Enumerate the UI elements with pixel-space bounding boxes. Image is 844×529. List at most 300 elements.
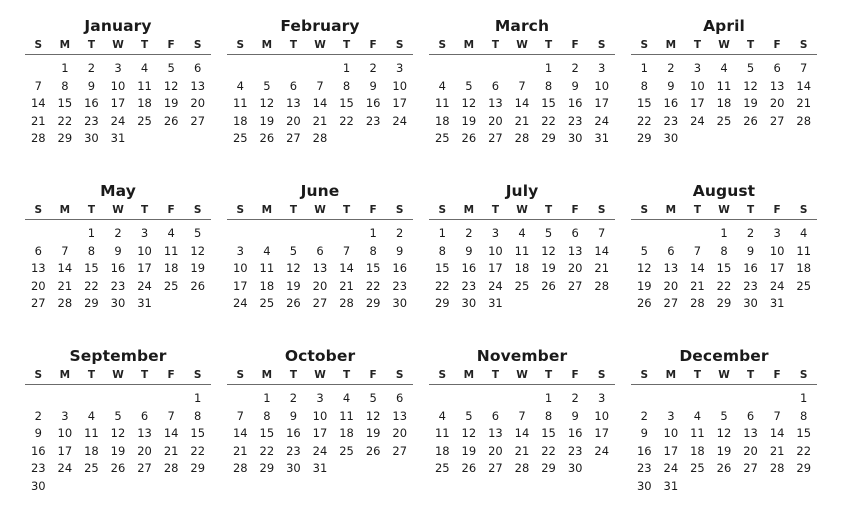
- weekday-header: F: [167, 369, 175, 381]
- day-cell: 12: [365, 408, 381, 423]
- weekday-header: W: [112, 39, 124, 51]
- weekday-header-row: [631, 202, 817, 220]
- month-october: [227, 345, 413, 510]
- day-cell: 19: [461, 443, 477, 458]
- day-cell: 22: [716, 278, 732, 293]
- weekday-header: S: [799, 369, 808, 381]
- day-cell: 15: [190, 426, 206, 441]
- day-cell: 24: [769, 278, 785, 293]
- day-cell: 16: [461, 261, 477, 276]
- day-cell: 15: [84, 261, 99, 276]
- day-cell: 25: [84, 461, 99, 476]
- day-cell: 5: [289, 243, 298, 258]
- day-cell: 15: [434, 261, 450, 276]
- day-cell: 5: [465, 408, 473, 423]
- day-cell: 28: [312, 131, 328, 146]
- day-cell: 27: [743, 461, 758, 476]
- day-cell: 4: [518, 226, 526, 240]
- day-cell: 23: [567, 443, 583, 458]
- weekday-header: T: [693, 39, 701, 51]
- day-cell: 8: [194, 408, 202, 423]
- day-cell: 26: [461, 131, 477, 146]
- day-cell: 3: [114, 61, 122, 75]
- day-cell: 1: [342, 61, 351, 75]
- day-cell: 17: [312, 426, 328, 441]
- day-cell: 8: [640, 78, 648, 93]
- day-cell: 8: [720, 243, 728, 258]
- day-cell: 7: [167, 408, 175, 423]
- day-cell: 1: [544, 391, 553, 405]
- day-cell: 29: [541, 131, 556, 146]
- day-cell: 8: [544, 78, 553, 93]
- day-cell: 24: [594, 113, 610, 128]
- day-cell: 26: [743, 113, 758, 128]
- day-cell: 11: [690, 426, 705, 441]
- day-cell: 7: [342, 243, 351, 258]
- day-cell: 4: [342, 391, 351, 405]
- day-cell: 6: [289, 78, 298, 93]
- day-cell: 17: [488, 261, 503, 276]
- weekday-header-row: [429, 367, 615, 385]
- day-cell: 29: [716, 296, 732, 311]
- day-cell: 16: [663, 96, 679, 111]
- day-cell: 12: [163, 78, 179, 93]
- day-cell: 26: [110, 461, 126, 476]
- day-cell: 23: [636, 461, 652, 476]
- day-cell: 4: [263, 243, 271, 258]
- day-cell: 7: [518, 78, 526, 93]
- day-cell: 21: [514, 443, 530, 458]
- month-title: December: [679, 347, 769, 365]
- day-cell: 31: [769, 296, 785, 311]
- day-cell: 10: [594, 408, 610, 423]
- day-cell: 31: [663, 478, 679, 493]
- day-cell: 21: [312, 113, 328, 128]
- day-cell: 12: [190, 243, 206, 258]
- day-cell: 28: [30, 131, 46, 146]
- weekday-header: S: [395, 204, 404, 216]
- day-cell: 5: [640, 243, 648, 258]
- weekday-header: M: [261, 39, 273, 51]
- day-cell: 2: [640, 408, 648, 423]
- day-cell: 22: [541, 113, 556, 128]
- day-cell: 13: [769, 78, 785, 93]
- day-cell: 1: [61, 61, 69, 75]
- weekday-header: W: [718, 369, 730, 381]
- day-cell: 25: [514, 278, 530, 293]
- day-cell: 25: [434, 461, 450, 476]
- weekday-header: T: [746, 369, 755, 381]
- weekday-header: T: [544, 369, 553, 381]
- day-cell: 8: [342, 78, 351, 93]
- day-cell: 6: [34, 243, 42, 258]
- day-cell: 11: [232, 96, 248, 111]
- day-cell: 8: [438, 243, 446, 258]
- month-february: [227, 15, 413, 180]
- day-cell: 24: [312, 443, 328, 458]
- day-cell: 10: [690, 78, 705, 93]
- day-cell: 8: [800, 408, 808, 423]
- day-cell: 21: [796, 96, 812, 111]
- day-cell: 22: [84, 278, 99, 293]
- day-cell: 12: [716, 426, 732, 441]
- day-cell: 8: [369, 243, 377, 258]
- weekday-header-row: [25, 202, 211, 220]
- month-march: [429, 15, 615, 180]
- day-cell: 26: [259, 131, 275, 146]
- day-cell: 29: [541, 461, 556, 476]
- day-grid: [631, 60, 817, 148]
- day-cell: 14: [163, 426, 179, 441]
- weekday-header-row: [429, 37, 615, 55]
- month-january: [25, 15, 211, 180]
- day-cell: 21: [57, 278, 73, 293]
- day-cell: 25: [716, 113, 732, 128]
- day-cell: 16: [567, 96, 583, 111]
- weekday-header: M: [665, 204, 677, 216]
- day-cell: 18: [232, 113, 248, 128]
- day-cell: 4: [800, 226, 808, 240]
- day-cell: 26: [461, 461, 477, 476]
- day-cell: 12: [461, 96, 477, 111]
- day-cell: 8: [263, 408, 271, 423]
- weekday-header: S: [799, 39, 808, 51]
- day-grid: [429, 60, 615, 148]
- weekday-header: S: [799, 204, 808, 216]
- day-cell: 12: [259, 96, 275, 111]
- weekday-header: M: [463, 39, 475, 51]
- day-cell: 2: [289, 391, 298, 405]
- day-cell: 19: [541, 261, 556, 276]
- day-cell: 1: [640, 61, 648, 75]
- day-cell: 23: [663, 113, 679, 128]
- weekday-header: S: [395, 369, 404, 381]
- day-cell: 17: [690, 96, 705, 111]
- day-cell: 31: [312, 461, 328, 476]
- day-cell: 23: [743, 278, 758, 293]
- day-cell: 29: [84, 296, 99, 311]
- day-cell: 12: [541, 243, 556, 258]
- day-cell: 11: [796, 243, 812, 258]
- month-title: November: [476, 347, 568, 365]
- day-cell: 1: [87, 226, 96, 240]
- day-cell: 9: [87, 78, 96, 93]
- day-cell: 9: [746, 243, 755, 258]
- day-cell: 15: [339, 96, 354, 111]
- day-cell: 12: [110, 426, 126, 441]
- weekday-header: M: [665, 39, 677, 51]
- weekday-header: S: [395, 39, 404, 51]
- day-cell: 7: [61, 243, 69, 258]
- month-title: July: [505, 182, 539, 200]
- day-cell: 20: [663, 278, 679, 293]
- day-cell: 20: [392, 426, 408, 441]
- month-title: June: [300, 182, 340, 200]
- weekday-header: W: [718, 204, 730, 216]
- day-cell: 28: [594, 278, 610, 293]
- month-april: [631, 15, 817, 180]
- day-cell: 18: [434, 113, 450, 128]
- day-cell: 15: [541, 96, 556, 111]
- day-cell: 13: [488, 96, 503, 111]
- month-june: [227, 180, 413, 345]
- weekday-header: F: [369, 369, 377, 381]
- day-cell: 28: [796, 113, 812, 128]
- day-cell: 4: [438, 408, 446, 423]
- day-cell: 11: [434, 96, 450, 111]
- day-cell: 5: [465, 78, 473, 93]
- day-cell: 24: [690, 113, 705, 128]
- day-cell: 18: [514, 261, 530, 276]
- weekday-header-row: [631, 37, 817, 55]
- day-cell: 19: [365, 426, 381, 441]
- day-cell: 1: [263, 391, 271, 405]
- day-cell: 15: [259, 426, 275, 441]
- day-cell: 6: [140, 408, 149, 423]
- day-cell: 13: [663, 261, 679, 276]
- day-cell: 14: [796, 78, 812, 93]
- day-cell: 19: [716, 443, 732, 458]
- day-cell: 15: [716, 261, 732, 276]
- day-cell: 5: [167, 61, 175, 75]
- month-title: April: [703, 17, 745, 35]
- day-cell: 26: [365, 443, 381, 458]
- weekday-header: T: [491, 369, 499, 381]
- day-cell: 18: [434, 443, 450, 458]
- day-cell: 17: [392, 96, 408, 111]
- day-cell: 16: [392, 261, 408, 276]
- day-cell: 21: [594, 261, 610, 276]
- day-cell: 22: [434, 278, 450, 293]
- day-cell: 16: [743, 261, 758, 276]
- day-cell: 21: [514, 113, 530, 128]
- day-cell: 5: [114, 408, 122, 423]
- day-cell: 18: [690, 443, 705, 458]
- weekday-header: T: [746, 204, 755, 216]
- weekday-header: F: [167, 39, 175, 51]
- weekday-header-row: [227, 202, 413, 220]
- day-cell: 26: [636, 296, 652, 311]
- day-cell: 28: [232, 461, 248, 476]
- day-cell: 20: [743, 443, 758, 458]
- month-december: [631, 345, 817, 510]
- day-cell: 18: [339, 426, 354, 441]
- weekday-header: M: [59, 369, 71, 381]
- day-grid: [429, 225, 615, 313]
- day-cell: 21: [339, 278, 354, 293]
- day-cell: 14: [30, 96, 46, 111]
- weekday-header: S: [236, 39, 245, 51]
- day-cell: 8: [544, 408, 553, 423]
- day-cell: 27: [286, 131, 301, 146]
- day-cell: 17: [594, 426, 610, 441]
- day-cell: 3: [140, 226, 149, 240]
- day-cell: 26: [286, 296, 301, 311]
- day-cell: 7: [693, 243, 702, 258]
- day-cell: 7: [773, 408, 781, 423]
- day-cell: 16: [636, 443, 652, 458]
- weekday-header: T: [289, 204, 297, 216]
- day-cell: 25: [232, 131, 248, 146]
- day-cell: 26: [541, 278, 556, 293]
- day-cell: 10: [110, 78, 126, 93]
- day-cell: 1: [800, 391, 808, 405]
- weekday-header: S: [438, 369, 447, 381]
- day-cell: 16: [365, 96, 381, 111]
- weekday-header: S: [640, 39, 649, 51]
- day-cell: 27: [312, 296, 328, 311]
- day-cell: 17: [110, 96, 126, 111]
- weekday-header: W: [112, 204, 124, 216]
- day-cell: 28: [514, 131, 530, 146]
- day-cell: 20: [488, 443, 503, 458]
- day-cell: 30: [743, 296, 758, 311]
- day-cell: 9: [396, 243, 404, 258]
- day-cell: 20: [567, 261, 583, 276]
- weekday-header: M: [59, 39, 71, 51]
- day-cell: 12: [743, 78, 758, 93]
- day-cell: 16: [84, 96, 99, 111]
- day-cell: 20: [312, 278, 328, 293]
- day-cell: 17: [594, 96, 610, 111]
- day-cell: 3: [316, 391, 324, 405]
- day-cell: 13: [392, 408, 408, 423]
- weekday-header: T: [289, 39, 297, 51]
- day-cell: 25: [259, 296, 275, 311]
- weekday-header: S: [597, 39, 606, 51]
- day-cell: 27: [30, 296, 46, 311]
- day-cell: 4: [140, 61, 149, 75]
- day-cell: 24: [57, 461, 73, 476]
- day-cell: 10: [594, 78, 610, 93]
- day-cell: 13: [30, 261, 46, 276]
- day-cell: 27: [488, 131, 503, 146]
- day-cell: 22: [365, 278, 381, 293]
- day-cell: 9: [667, 78, 675, 93]
- weekday-header-row: [25, 367, 211, 385]
- day-cell: 2: [571, 391, 579, 405]
- weekday-header: F: [369, 204, 377, 216]
- day-cell: 25: [339, 443, 354, 458]
- weekday-header-row: [429, 202, 615, 220]
- day-cell: 4: [693, 408, 702, 423]
- day-cell: 7: [236, 408, 244, 423]
- day-cell: 24: [488, 278, 503, 293]
- month-title: September: [69, 347, 167, 365]
- day-grid: [25, 60, 211, 148]
- day-grid: [25, 390, 211, 496]
- day-cell: 2: [87, 61, 96, 75]
- day-cell: 29: [57, 131, 73, 146]
- day-cell: 28: [163, 461, 179, 476]
- day-cell: 22: [541, 443, 556, 458]
- day-cell: 27: [392, 443, 408, 458]
- day-cell: 14: [514, 96, 530, 111]
- weekday-header: M: [463, 369, 475, 381]
- day-cell: 4: [438, 78, 446, 93]
- day-cell: 1: [438, 226, 446, 240]
- weekday-header: T: [140, 39, 149, 51]
- day-cell: 15: [796, 426, 812, 441]
- month-may: [25, 180, 211, 345]
- weekday-header: T: [491, 204, 499, 216]
- day-cell: 29: [796, 461, 812, 476]
- day-cell: 14: [339, 261, 354, 276]
- day-cell: 10: [232, 261, 248, 276]
- day-cell: 29: [434, 296, 450, 311]
- day-cell: 26: [163, 113, 179, 128]
- day-cell: 13: [190, 78, 206, 93]
- day-cell: 3: [693, 61, 702, 75]
- month-november: [429, 345, 615, 510]
- day-cell: 30: [392, 296, 408, 311]
- month-title: February: [280, 17, 360, 35]
- day-cell: 2: [746, 226, 755, 240]
- day-cell: 29: [190, 461, 206, 476]
- day-grid: [429, 390, 615, 478]
- day-cell: 27: [137, 461, 152, 476]
- weekday-header: S: [236, 204, 245, 216]
- weekday-header: T: [87, 204, 95, 216]
- day-cell: 6: [194, 61, 202, 75]
- day-cell: 15: [57, 96, 73, 111]
- month-july: [429, 180, 615, 345]
- day-cell: 20: [488, 113, 503, 128]
- month-title: October: [284, 347, 356, 365]
- weekday-header: S: [34, 204, 43, 216]
- day-cell: 22: [259, 443, 275, 458]
- day-cell: 11: [339, 408, 354, 423]
- day-cell: 24: [137, 278, 152, 293]
- day-cell: 8: [61, 78, 69, 93]
- weekday-header: S: [34, 369, 43, 381]
- day-cell: 22: [57, 113, 73, 128]
- weekday-header: M: [665, 369, 677, 381]
- weekday-header: T: [746, 39, 755, 51]
- day-cell: 18: [84, 443, 99, 458]
- month-title: January: [84, 17, 152, 35]
- day-cell: 21: [232, 443, 248, 458]
- day-cell: 16: [286, 426, 301, 441]
- day-cell: 9: [571, 78, 579, 93]
- weekday-header: T: [87, 39, 95, 51]
- day-cell: 14: [690, 261, 705, 276]
- day-cell: 19: [163, 96, 179, 111]
- day-cell: 25: [137, 113, 152, 128]
- day-cell: 17: [663, 443, 679, 458]
- day-cell: 23: [84, 113, 99, 128]
- day-cell: 10: [392, 78, 408, 93]
- day-cell: 26: [716, 461, 732, 476]
- weekday-header: T: [87, 369, 95, 381]
- day-cell: 23: [365, 113, 381, 128]
- day-cell: 17: [232, 278, 248, 293]
- day-cell: 27: [769, 113, 785, 128]
- year-calendar: [25, 15, 825, 525]
- day-cell: 11: [137, 78, 152, 93]
- day-cell: 3: [598, 391, 606, 405]
- day-cell: 11: [259, 261, 275, 276]
- weekday-header: S: [438, 204, 447, 216]
- day-grid: [631, 390, 817, 496]
- day-cell: 28: [769, 461, 785, 476]
- weekday-header: F: [571, 369, 579, 381]
- month-september: [25, 345, 211, 510]
- day-cell: 21: [30, 113, 46, 128]
- day-cell: 14: [769, 426, 785, 441]
- day-cell: 15: [365, 261, 381, 276]
- day-cell: 30: [461, 296, 477, 311]
